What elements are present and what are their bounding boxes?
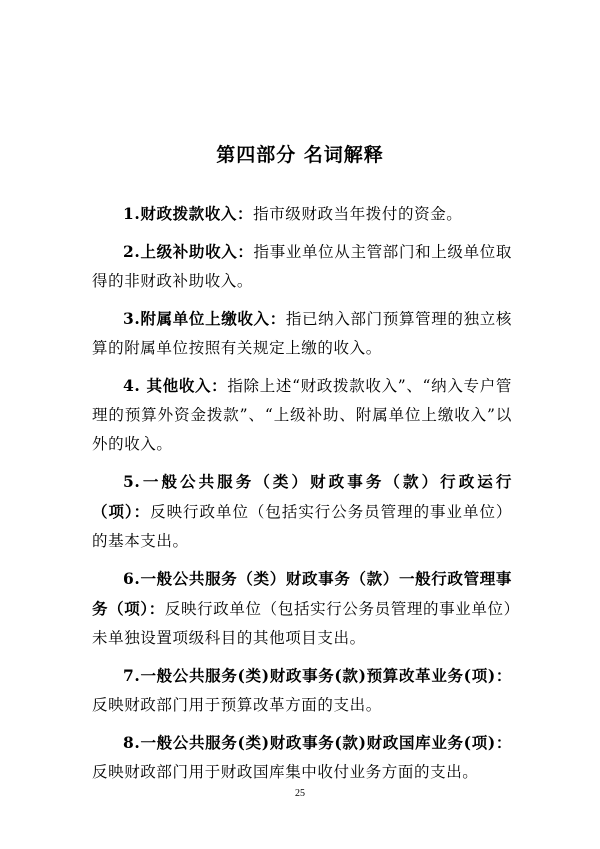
- entry-definition: 指除上述“财政拨款收入”、“纳入专户管理的预算外资金拨款”、“上级补助、附属单位上缴收入”以外的收入。: [92, 377, 512, 453]
- entry-term: 4. 其他收入：: [123, 376, 228, 395]
- entry-term: 2.上级补助收入：: [123, 242, 254, 261]
- glossary-entry-7: [92, 661, 512, 720]
- entry-definition: 反映财政部门用于财政国库集中收付业务方面的支出。: [92, 763, 479, 781]
- entry-definition: 指已纳入部门预算管理的独立核算的附属单位按照有关规定上缴的收入。: [92, 310, 512, 357]
- glossary-entry-2: [92, 237, 512, 296]
- glossary-content: [92, 199, 512, 795]
- entry-definition: 反映财政部门用于预算改革方面的支出。: [92, 696, 382, 714]
- entry-definition: 反映行政单位（包括实行公务员管理的事业单位）的基本支出。: [92, 503, 513, 550]
- glossary-entry-3: [92, 304, 512, 363]
- entry-term: 7.一般公共服务(类)财政事务(款)预算改革业务(项)：: [123, 666, 512, 685]
- page-title: 第四部分 名词解释: [216, 144, 384, 166]
- glossary-entry-4: [92, 371, 512, 459]
- entry-definition: 反映行政单位（包括实行公务员管理的事业单位）未单独设置项级科目的其他项目支出。: [92, 600, 512, 647]
- glossary-entry-1: [92, 199, 512, 229]
- entry-definition: 指事业单位从主管部门和上级单位取得的非财政补助收入。: [92, 243, 512, 290]
- page-number: 25: [295, 788, 305, 799]
- glossary-entry-8: [92, 728, 512, 787]
- entry-term: 6.一般公共服务（类）财政事务（款）一般行政管理事务（项）：: [92, 569, 512, 618]
- entry-term: 5.一般公共服务（类）财政事务（款）行政运行（项）：: [92, 472, 512, 521]
- entry-term: 3.附属单位上缴收入：: [123, 309, 286, 328]
- glossary-entry-6: [92, 564, 512, 653]
- entry-definition: 指市级财政当年拨付的资金。: [253, 205, 463, 223]
- entry-term: 1.财政拨款收入：: [123, 204, 254, 223]
- glossary-entry-5: [92, 467, 512, 556]
- entry-term: 8.一般公共服务(类)财政事务(款)财政国库业务(项)：: [123, 733, 512, 752]
